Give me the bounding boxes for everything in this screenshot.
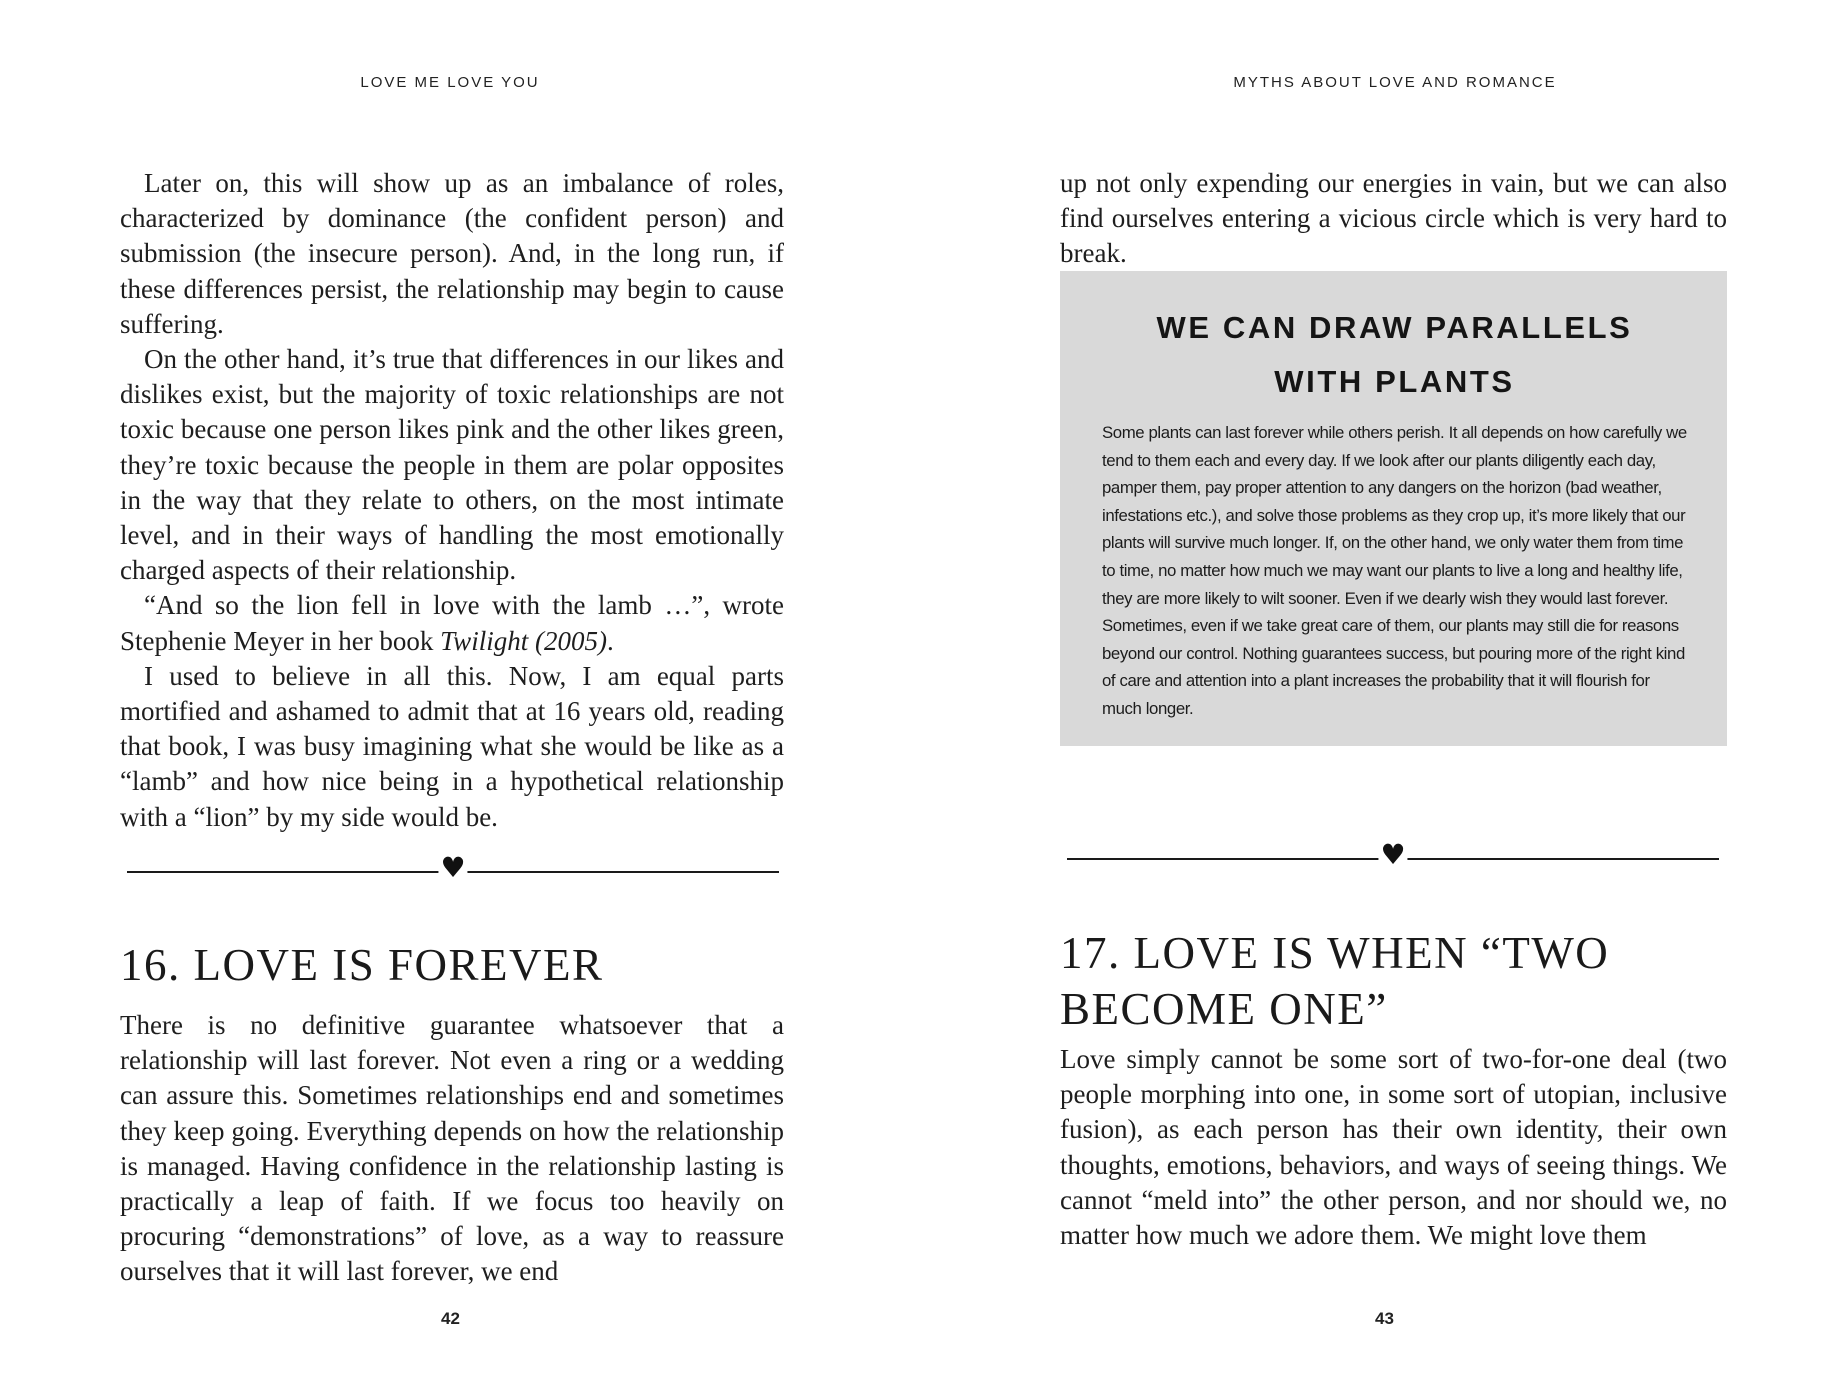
section-heading-16: 16. LOVE IS FOREVER [120,940,604,990]
left-bottom-text [120,1008,784,1290]
quote-paragraph [120,588,784,658]
paragraph: There is no definitive guarantee whatsoever that a relationship will last forever. Not even a ring or a wedding can assure this. Sometimes relationships end and sometimes they keep going. Everything depends on how the relationship is managed. Having confidence in the relationship lasting is practically a leap of faith. If we focus too heavily on procuring “demonstrations” of love, as a way to reassure ourselves that it will last forever, we end [120,1010,784,1287]
page-number-right: 43 [1375,1309,1394,1328]
book-title: Twilight (2005) [440,625,607,656]
callout-text: Some plants can last forever while others perish. It all depends on how carefully we tend to them each and every day. If we look after our plants diligently each day, pamper them, pay proper attention to any dangers on the horizon (bad weather, infestations etc.), and solve those problems as they crop up, it’s more likely that our plants will survive much longer. If, on the other hand, we only water them from time to time, no matter how much we may want our plants to live a long and healthy life, they are more likely to wilt sooner. Even if we dearly wish they would last forever. Sometimes, even if we take great care of them, our plants may still die for reasons beyond our control. Nothing guarantees success, but pouring more of the right kind of care and attention into a plant increases the probability that it will flourish for much longer. [1102,423,1687,718]
heading-line: 17. LOVE IS WHEN “TWO [1060,928,1610,978]
section-heading-17 [1060,925,1727,1037]
heart-icon: ♥ [440,851,466,884]
callout-title [1102,301,1687,409]
running-head-right: MYTHS ABOUT LOVE AND ROMANCE [1233,74,1557,91]
callout-title-line: WITH PLANTS [1274,364,1515,399]
quote-end: . [606,625,614,656]
callout-title-line: WE CAN DRAW PARALLELS [1156,310,1633,345]
paragraph: I used to believe in all this. Now, I am equal parts mortified and ashamed to admit that at 16 years old, reading that book, I was busy imagining what she would be like as a “lamb” and how nice being in a hypothetical relationship with a “lion” by my side would be. [120,660,784,832]
paragraph: Later on, this will show up as an imbalance of roles, characterized by dominance (the confident person) and submission (the insecure person). And, in the long run, if these differences persist, the relationship may begin to cause suffering. [120,168,784,339]
paragraph: On the other hand, it’s true that differences in our likes and dislikes exist, but the majority of toxic relationships are not toxic because one person likes pink and the other likes green, they’re toxic because the people in them are polar opposites in the way that they relate to others, on the most intimate level, and in their ways of handling the most emotionally charged aspects of their relationship. [120,344,784,586]
section-divider [1067,838,1719,872]
heart-icon: ♥ [1380,838,1406,871]
left-top-text [120,166,784,835]
quote-text: “And so the lion fell in love with the lamb …”, wrote Stephenie Meyer in her book [120,590,784,656]
right-top-text [1060,166,1727,272]
plants-callout-box [1060,271,1727,746]
running-head-left: LOVE ME LOVE YOU [360,74,540,91]
right-page [915,0,1830,1400]
right-bottom-text [1060,1042,1727,1253]
paragraph: Love simply cannot be some sort of two-for-one deal (two people morphing into one, in some sort of utopian, inclusive fusion), as each person has their own identity, their own thoughts, emotions, behaviors, and ways of seeing things. We cannot “meld into” the other person, and nor should we, no matter how much we adore them. We might love them [1060,1044,1727,1251]
heading-line: BECOME ONE” [1060,984,1388,1034]
section-divider [127,851,779,885]
page-number-left: 42 [441,1309,460,1328]
paragraph: up not only expending our energies in vain, but we can also find ourselves entering a vicious circle which is very hard to break. [1060,168,1727,269]
